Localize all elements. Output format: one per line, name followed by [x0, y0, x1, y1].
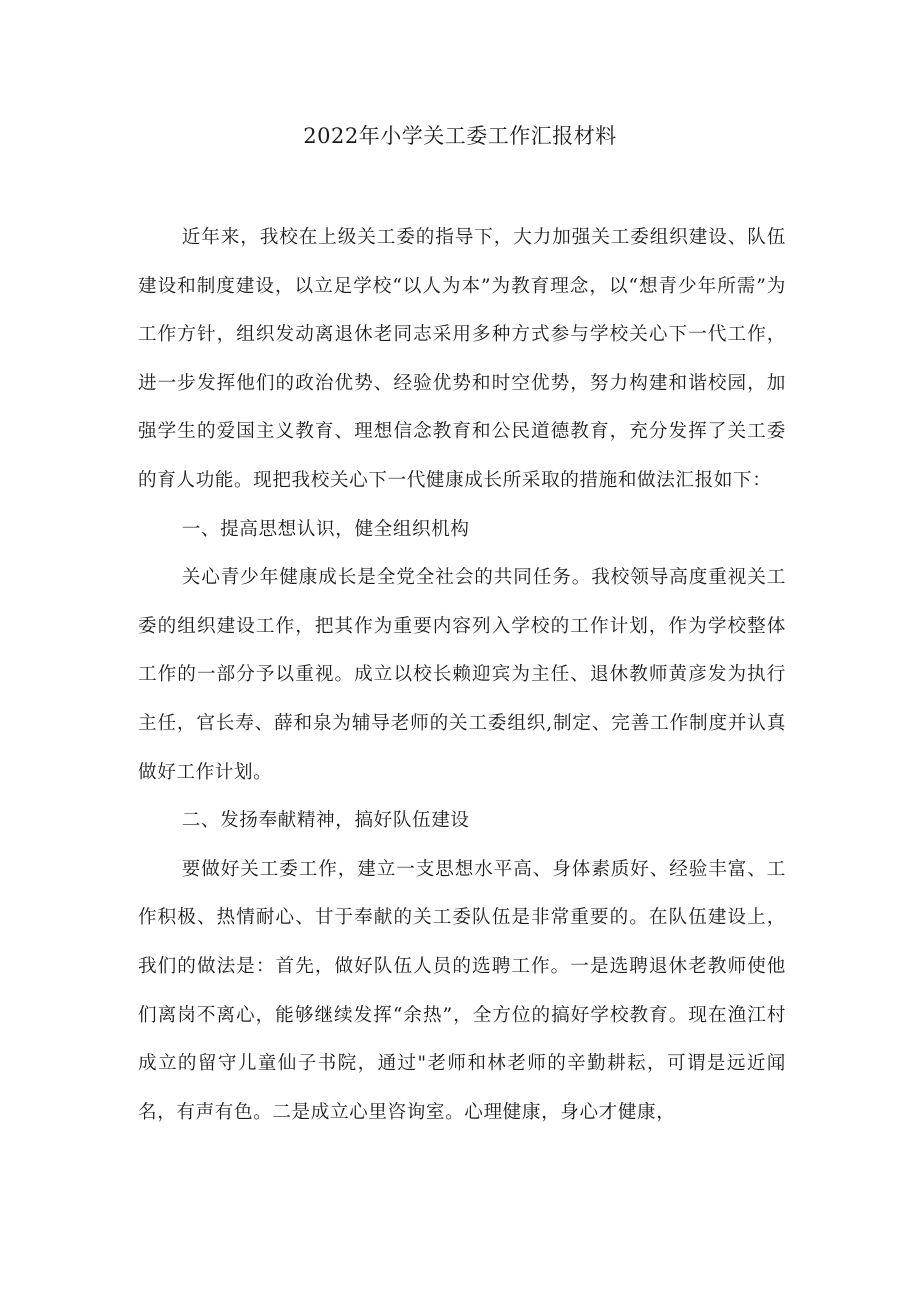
section-heading-1: 一、提高思想认识，健全组织机构 — [181, 518, 470, 540]
section-heading-2: 二、发扬奉献精神，搞好队伍建设 — [181, 810, 470, 832]
section-1-paragraph: 关心青少年健康成长是全党全社会的共同任务。我校领导高度重视关工委的组织建设工作，把其作为重要内容列入学校的工作计划，作为学校整体工作的一部分予以重视。成立以校长赖迎宾为主任、退休教师黄彦发为执行主任，官长寿、薛和泉为辅导老师的关工委组织,制定、完善工作制度并认真做好工作计划。 — [138, 567, 786, 783]
document-body — [138, 214, 786, 1137]
section-2-paragraph: 要做好关工委工作，建立一支思想水平高、身体素质好、经验丰富、工作积极、热情耐心、甘于奉献的关工委队伍是非常重要的。在队伍建设上，我们的做法是：首先，做好队伍人员的选聘工作。一是选聘退休老教师使他们离岗不离心，能够继续发挥“余热”，全方位的搞好学校教育。现在渔江村成立的留守儿童仙子书院，通过"老师和林老师的辛勤耕耘，可谓是远近闻名，有声有色。二是成立心里咨询室。心理健康，身心才健康， — [138, 858, 786, 1123]
intro-paragraph: 近年来，我校在上级关工委的指导下，大力加强关工委组织建设、队伍建设和制度建设，以立足学校“以人为本”为教育理念，以“想青少年所需”为工作方针，组织发动离退休老同志采用多种方式参与学校关心下一代工作，进一步发挥他们的政治优势、经验优势和时空优势，努力构建和谐校园，加强学生的爱国主义教育、理想信念教育和公民道德教育，充分发挥了关工委的育人功能。现把我校关心下一代健康成长所采取的措施和做法汇报如下： — [138, 227, 786, 491]
document-title: 2022年小学关工委工作汇报材料 — [303, 124, 617, 148]
